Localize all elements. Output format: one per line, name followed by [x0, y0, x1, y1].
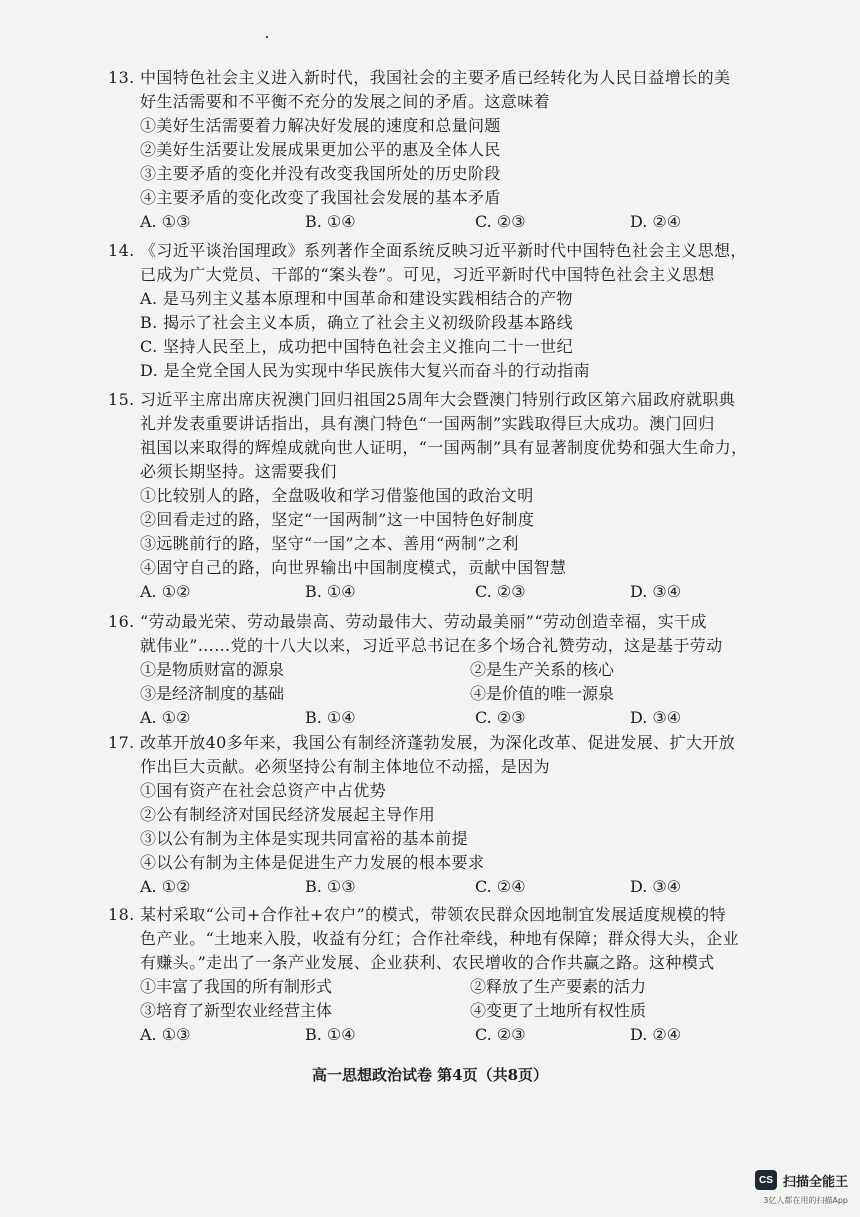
option-d: D. ③④ [630, 877, 682, 896]
option-b: B. ①④ [305, 582, 356, 601]
option-c: C. 坚持人民至上，成功把中国特色社会主义推向二十一世纪 [140, 337, 574, 356]
option-a: A. ①② [140, 582, 191, 601]
option-a: A. 是马列主义基本原理和中国革命和建设实践相结合的产物 [140, 289, 573, 308]
question-stem: 礼并发表重要讲话指出，具有澳门特色“一国两制”实践取得巨大成功。澳门回归 [140, 414, 715, 433]
question-13 [108, 66, 748, 234]
statement-item: ②美好生活要让发展成果更加公平的惠及全体人民 [140, 140, 501, 159]
question-16 [108, 610, 748, 730]
statement-item: ④是价值的唯一源泉 [470, 684, 615, 703]
option-b: B. ①③ [305, 877, 356, 896]
scanner-tagline: 3亿人都在用的扫描App [763, 1196, 848, 1205]
question-stem: 作出巨大贡献。必须坚持公有制主体地位不动摇，是因为 [140, 757, 551, 776]
option-c: C. ②③ [475, 582, 526, 601]
question-stem: “劳动最光荣、劳动最崇高、劳动最伟大、劳动最美丽”“劳动创造幸福，实干成 [140, 612, 707, 631]
scanner-app-name: 扫描全能王 [782, 1174, 848, 1190]
question-stem: 就伟业”……党的十八大以来，习近平总书记在多个场合礼赞劳动，这是基于劳动 [140, 636, 723, 655]
statement-row [108, 682, 748, 706]
question-14 [108, 239, 748, 383]
statement-row [108, 975, 748, 999]
option-d: D. ②④ [630, 1025, 682, 1044]
statement-item: ①丰富了我国的所有制形式 [140, 977, 333, 996]
question-number: 14. [108, 241, 135, 260]
option-c: C. ②③ [475, 1025, 526, 1044]
question-number: 15. [108, 390, 135, 409]
option-a: A. ①② [140, 708, 191, 727]
question-15 [108, 388, 748, 604]
option-d: D. ③④ [630, 708, 682, 727]
option-d: D. 是全党全国人民为实现中华民族伟大复兴而奋斗的行动指南 [140, 361, 591, 380]
statement-item: ④固守自己的路，向世界输出中国制度模式，贡献中国智慧 [140, 558, 567, 577]
question-stem: 改革开放40多年来，我国公有制经济蓬勃发展，为深化改革、促进发展、扩大开放 [140, 733, 736, 752]
statement-row [108, 658, 748, 682]
option-b: B. 揭示了社会主义本质，确立了社会主义初级阶段基本路线 [140, 313, 574, 332]
answer-options [108, 1023, 748, 1047]
question-stem: 已成为广大党员、干部的“案头卷”。可见，习近平新时代中国特色社会主义思想 [140, 265, 715, 284]
option-a: A. ①② [140, 877, 191, 896]
statement-item: ③主要矛盾的变化并没有改变我国所处的历史阶段 [140, 164, 501, 183]
scanner-logo-icon: CS [755, 1170, 777, 1190]
option-b: B. ①④ [305, 212, 356, 231]
statement-item: ④变更了土地所有权性质 [470, 1001, 647, 1020]
speck [266, 36, 268, 38]
question-number: 18. [108, 905, 135, 924]
option-a: A. ①③ [140, 212, 191, 231]
question-stem: 有赚头。”走出了一条产业发展、企业获利、农民增收的合作共赢之路。这种模式 [140, 953, 715, 972]
statement-item: ①国有资产在社会总资产中占优势 [140, 781, 387, 800]
option-b: B. ①④ [305, 708, 356, 727]
option-d: D. ②④ [630, 212, 682, 231]
statement-item: ①美好生活需要着力解决好发展的速度和总量问题 [140, 116, 501, 135]
statement-item: ②是生产关系的核心 [470, 660, 615, 679]
question-stem: 色产业。“土地来入股，收益有分红；合作社牵线，种地有保障；群众得大头，企业 [140, 929, 739, 948]
page-footer: 高一思想政治试卷 第4页（共8页） [311, 1066, 549, 1084]
question-stem: 习近平主席出席庆祝澳门回归祖国25周年大会暨澳门特别行政区第六届政府就职典 [140, 390, 736, 409]
scanner-watermark [755, 1170, 848, 1190]
question-17 [108, 731, 748, 899]
answer-options [108, 875, 748, 899]
option-c: C. ②④ [475, 877, 526, 896]
question-18 [108, 903, 748, 1047]
question-number: 17. [108, 733, 135, 752]
statement-item: ③是经济制度的基础 [140, 684, 285, 703]
answer-options [108, 706, 748, 730]
statement-item: ④以公有制为主体是促进生产力发展的根本要求 [140, 853, 485, 872]
question-number: 16. [108, 612, 135, 631]
question-stem: 中国特色社会主义进入新时代，我国社会的主要矛盾已经转化为人民日益增长的美 [140, 68, 731, 87]
statement-item: ①是物质财富的源泉 [140, 660, 285, 679]
question-stem: 《习近平谈治国理政》系列著作全面系统反映习近平新时代中国特色社会主义思想， [140, 241, 747, 260]
answer-options [108, 580, 748, 604]
question-stem: 祖国以来取得的辉煌成就向世人证明，“一国两制”具有显著制度优势和强大生命力， [140, 438, 748, 457]
option-c: C. ②③ [475, 212, 526, 231]
statement-item: ③以公有制为主体是实现共同富裕的基本前提 [140, 829, 469, 848]
statement-item: ②公有制经济对国民经济发展起主导作用 [140, 805, 436, 824]
question-stem: 好生活需要和不平衡不充分的发展之间的矛盾。这意味着 [140, 92, 551, 111]
option-c: C. ②③ [475, 708, 526, 727]
statement-row [108, 999, 748, 1023]
answer-options [108, 210, 748, 234]
statement-item: ②释放了生产要素的活力 [470, 977, 647, 996]
statement-item: ①比较别人的路，全盘吸收和学习借鉴他国的政治文明 [140, 486, 534, 505]
option-b: B. ①④ [305, 1025, 356, 1044]
question-stem: 必须长期坚持。这需要我们 [140, 462, 337, 481]
statement-item: ②回看走过的路，坚定“一国两制”这一中国特色好制度 [140, 510, 535, 529]
option-a: A. ①③ [140, 1025, 191, 1044]
statement-item: ③远眺前行的路，坚守“一国”之本、善用“两制”之利 [140, 534, 519, 553]
option-d: D. ③④ [630, 582, 682, 601]
question-stem: 某村采取“公司+合作社+农户”的模式，带领农民群众因地制宜发展适度规模的特 [140, 905, 726, 924]
statement-item: ④主要矛盾的变化改变了我国社会发展的基本矛盾 [140, 188, 501, 207]
question-number: 13. [108, 68, 135, 87]
statement-item: ③培育了新型农业经营主体 [140, 1001, 333, 1020]
